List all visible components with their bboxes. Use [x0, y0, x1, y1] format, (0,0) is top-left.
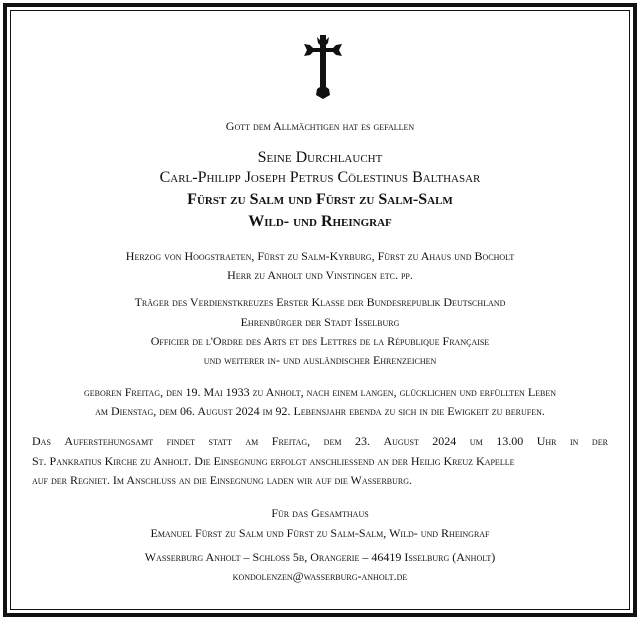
- funeral-word: dem: [323, 434, 342, 448]
- funeral-word: Das: [32, 434, 51, 448]
- honor-3: Officier de l'Ordre des Arts et des Lettres de la République Française: [150, 334, 490, 348]
- funeral-word: 23.: [354, 434, 370, 448]
- funeral-word: der: [591, 434, 608, 448]
- postal-address: Wasserburg Anholt – Schloss 5b, Orangerie – 46419 Isselburg (Anholt): [144, 550, 496, 564]
- count-title: Wild- und Rheingraf: [248, 213, 392, 230]
- funeral-word: 2024: [432, 434, 457, 448]
- funeral-word: findet: [166, 434, 196, 448]
- funeral-word: 13.00: [496, 434, 524, 448]
- for-family-text: Für das Gesamthaus: [271, 506, 369, 520]
- obituary-frame: [3, 3, 637, 617]
- funeral-word: statt: [208, 434, 232, 448]
- funeral-word: Auferstehungsamt: [64, 434, 154, 448]
- honor-4: und weiterer in- und ausländischer Ehrenzeichen: [203, 353, 437, 367]
- signatory-name: Emanuel Fürst zu Salm und Fürst zu Salm-Salm, Wild- und Rheingraf: [150, 526, 490, 540]
- funeral-word: in: [569, 434, 579, 448]
- princely-title: Fürst zu Salm und Fürst zu Salm-Salm: [187, 191, 453, 208]
- honor-2: Ehrenbürger der Stadt Isselburg: [240, 315, 400, 329]
- funeral-line-3: auf der Regniet. Im Anschluss an die Einsegnung laden wir auf die Wasserburg.: [32, 473, 413, 487]
- biography-line-2: am Dienstag, dem 06. August 2024 im 92. Lebensjahr ebenda zu sich in die Ewigkeit zu berufen.: [95, 404, 545, 418]
- biography-line-1: geboren Freitag, den 19. Mai 1933 zu Anholt, nach einem langen, glücklichen und erfüllten Leben: [83, 385, 557, 399]
- latin-cross-icon: [303, 31, 343, 101]
- obituary-notice: [7, 7, 633, 613]
- honor-1: Träger des Verdienstkreuzes Erster Klasse der Bundesrepublik Deutschland: [134, 295, 506, 309]
- funeral-line-2: St. Pankratius Kirche zu Anholt. Die Einsegnung erfolgt anschließend an der Heilig Kreuz Kapelle: [32, 454, 515, 468]
- funeral-word: August: [383, 434, 419, 448]
- funeral-word: Freitag,: [271, 434, 311, 448]
- honorific: Seine Durchlaucht: [257, 149, 383, 166]
- further-titles-2: Herr zu Anholt und Vinstingen etc. pp.: [227, 268, 413, 282]
- further-titles-1: Herzog von Hoogstraeten, Fürst zu Salm-Kyrburg, Fürst zu Ahaus und Bocholt: [125, 249, 515, 263]
- condolence-email: kondolenzen@wasserburg-anholt.de: [232, 569, 408, 583]
- funeral-word: am: [245, 434, 259, 448]
- funeral-line-1: [32, 434, 608, 449]
- intro-text: Gott dem Allmächtigen hat es gefallen: [225, 119, 415, 133]
- funeral-word: Uhr: [536, 434, 557, 448]
- funeral-word: um: [469, 434, 483, 448]
- given-names: Carl-Philipp Joseph Petrus Cölestinus Balthasar: [159, 169, 481, 186]
